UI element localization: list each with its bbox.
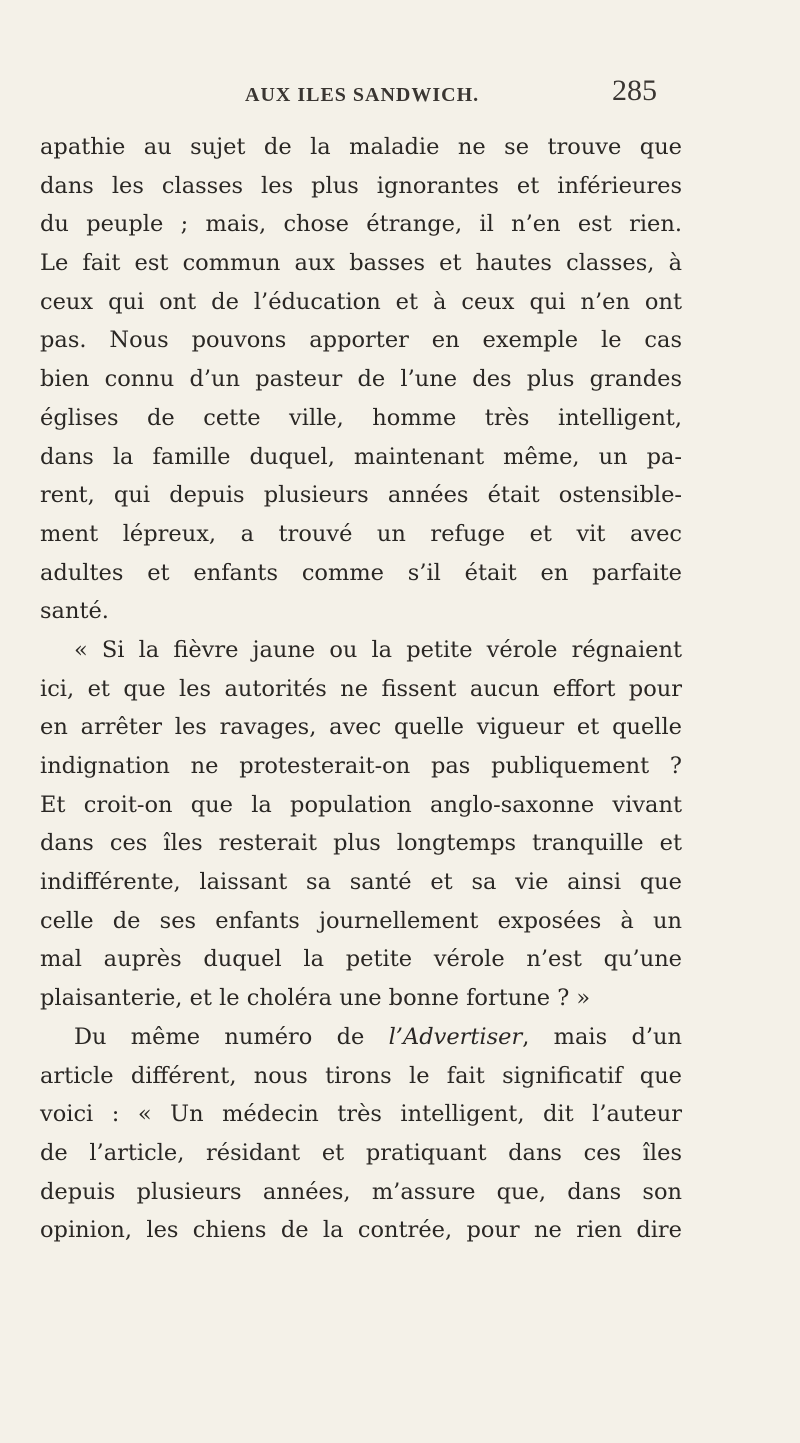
text-line: pas. Nous pouvons apporter en exemple le cas xyxy=(40,327,682,354)
text-line: en arrêter les ravages, avec quelle vigueur et quelle xyxy=(40,714,682,741)
text-line: santé. xyxy=(40,598,109,625)
text-line: églises de cette ville, homme très intelligent, xyxy=(40,404,682,431)
text-line: celle de ses enfants journellement exposées à un xyxy=(40,907,682,934)
text-line: adultes et enfants comme s’il était en parfaite xyxy=(40,559,682,586)
text-line: ici, et que les autorités ne fissent aucun effort pour xyxy=(40,675,682,702)
text-line: depuis plusieurs années, m’assure que, dans son xyxy=(40,1178,682,1205)
text-line: plaisanterie, et le choléra une bonne fortune ? » xyxy=(40,985,591,1012)
italic-title: l’Advertiser xyxy=(388,1023,523,1050)
text-line: rent, qui depuis plusieurs années était ostensible- xyxy=(40,482,682,509)
text-line: dans les classes les plus ignorantes et inférieures xyxy=(40,172,682,199)
running-title: AUX ILES SANDWICH. xyxy=(245,84,480,106)
body-text xyxy=(40,128,682,1250)
text-line: dans la famille duquel, maintenant même, un pa- xyxy=(40,443,682,470)
text-line: dans ces îles resterait plus longtemps tranquille et xyxy=(40,830,682,857)
text-line: bien connu d’un pasteur de l’une des plus grandes xyxy=(40,366,682,393)
text-line: Le fait est commun aux basses et hautes classes, à xyxy=(40,250,682,277)
page-number: 285 xyxy=(612,74,657,107)
text-line: apathie au sujet de la maladie ne se trouve que xyxy=(40,134,682,160)
text-line: Et croit-on que la population anglo-saxonne vivant xyxy=(40,791,682,818)
text-line: opinion, les chiens de la contrée, pour ne rien dire xyxy=(40,1217,682,1244)
text-line: du peuple ; mais, chose étrange, il n’en est rien. xyxy=(40,211,682,238)
text-line: ceux qui ont de l’éducation et à ceux qui n’en ont xyxy=(40,288,682,315)
text-line: ment lépreux, a trouvé un refuge et vit avec xyxy=(40,520,682,547)
text-line: mal auprès duquel la petite vérole n’est qu’une xyxy=(40,946,682,973)
text-line: indifférente, laissant sa santé et sa vie ainsi que xyxy=(40,869,682,896)
text-line: de l’article, résidant et pratiquant dans ces îles xyxy=(40,1139,682,1166)
paragraphs-1-2 xyxy=(40,128,682,1018)
text-line: « Si la fièvre jaune ou la petite vérole régnaient xyxy=(74,636,682,663)
text-line: Du même numéro de l’Advertiser, mais d’un xyxy=(74,1023,682,1050)
text-line: indignation ne protesterait-on pas publiquement ? xyxy=(40,753,682,779)
text-line: voici : « Un médecin très intelligent, dit l’auteur xyxy=(40,1101,682,1128)
text-line: article différent, nous tirons le fait significatif que xyxy=(40,1062,682,1089)
